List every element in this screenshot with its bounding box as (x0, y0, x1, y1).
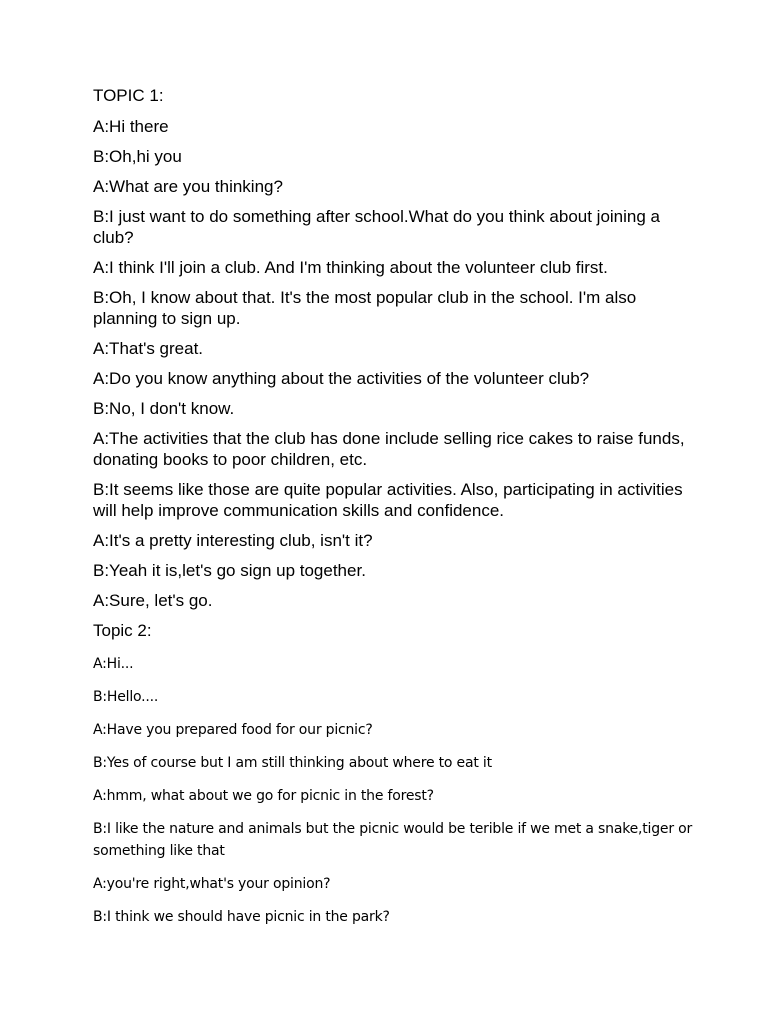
dialogue-line: A:Hi there (93, 117, 169, 136)
document-content (93, 85, 693, 939)
topic-2-title: Topic 2: (93, 621, 152, 640)
dialogue-line: A:I think I'll join a club. And I'm thinking about the volunteer club first. (93, 258, 608, 277)
dialogue-line: B:It seems like those are quite popular activities. Also, participating in activities will help improve communication skills and confidence. (93, 480, 683, 520)
dialogue-line: A:The activities that the club has done include selling rice cakes to raise funds, donating books to poor children, etc. (93, 429, 685, 469)
dialogue-line: A:It's a pretty interesting club, isn't it? (93, 531, 373, 550)
dialogue-line: B:Yeah it is,let's go sign up together. (93, 561, 366, 580)
dialogue-line: B:Yes of course but I am still thinking about where to eat it (93, 755, 492, 771)
dialogue-line: A:hmm, what about we go for picnic in the forest? (93, 788, 434, 804)
dialogue-line: A:Have you prepared food for our picnic? (93, 722, 373, 738)
dialogue-line: A:That's great. (93, 339, 204, 358)
dialogue-line: B:Oh,hi you (93, 147, 182, 166)
topic-1-title: TOPIC 1: (93, 86, 164, 105)
dialogue-line: A:Do you know anything about the activities of the volunteer club? (93, 369, 590, 388)
dialogue-line: B:Hello.... (93, 689, 159, 705)
dialogue-line: A:Sure, let's go. (93, 591, 213, 610)
dialogue-line: B:I just want to do something after school.What do you think about joining a club? (93, 207, 661, 247)
dialogue-line: A:Hi... (93, 656, 134, 672)
dialogue-line: A:What are you thinking? (93, 177, 283, 196)
dialogue-line: A:you're right,what's your opinion? (93, 876, 331, 892)
dialogue-line: B:Oh, I know about that. It's the most popular club in the school. I'm also planning to sign up. (93, 288, 637, 328)
dialogue-line: B:No, I don't know. (93, 399, 235, 418)
dialogue-line: B:I like the nature and animals but the picnic would be terible if we met a snake,tiger or something like that (93, 821, 693, 859)
dialogue-line: B:I think we should have picnic in the park? (93, 909, 390, 925)
